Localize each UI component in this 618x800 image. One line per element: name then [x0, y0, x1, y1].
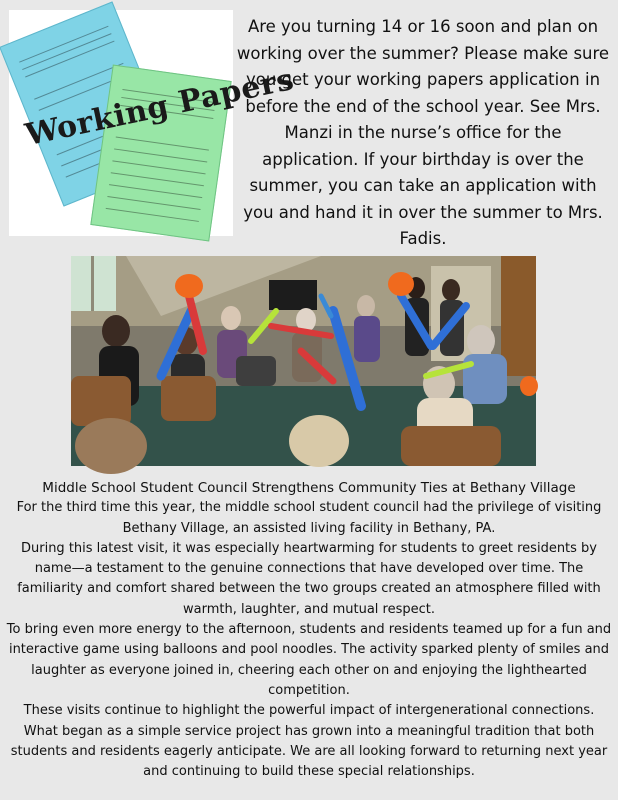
article-paragraph: These visits continue to highlight the powerful impact of intergenerational connections. What began as a simple service project has grown into a meaningful tradition that both students and residents eagerly anticipate. We are all looking forward to returning next year and continuing to build these special relationships.: [10, 703, 608, 780]
bethany-village-photo: [71, 256, 536, 466]
article-headline: Middle School Student Council Strengthens Community Ties at Bethany Village: [42, 480, 576, 496]
article-paragraph: During this latest visit, it was especially heartwarming for students to greet residents by name—a testament to the genuine connections that have developed over time. The familiarity and comfort shared between the two groups created an atmosphere filled with warmth, laughter, and mutual respect.: [17, 540, 601, 617]
article-paragraph: To bring even more energy to the afternoon, students and residents teamed up for a fun and interactive game using balloons and pool noodles. The activity sparked plenty of smiles and laughter as everyone joined in, cheering each other on and enjoying the lighthearted competition.: [6, 622, 612, 698]
working-papers-notice: Are you turning 14 or 16 soon and plan on working over the summer? Please make sure you get your working papers application in before the end of the school year. See Mrs. Manzi in the nurse’s office for the application. If your birthday is over the summer, you can take an application with you and hand it in over the summer to Mrs. Fadis.: [236, 17, 610, 248]
article-paragraph: For the third time this year, the middle school student council had the privilege of visiting Bethany Village, an assisted living facility in Bethany, PA.: [16, 500, 602, 536]
working-papers-image: [9, 10, 298, 236]
article: [0, 478, 618, 782]
working-papers-title: Working Papers: [22, 61, 298, 154]
